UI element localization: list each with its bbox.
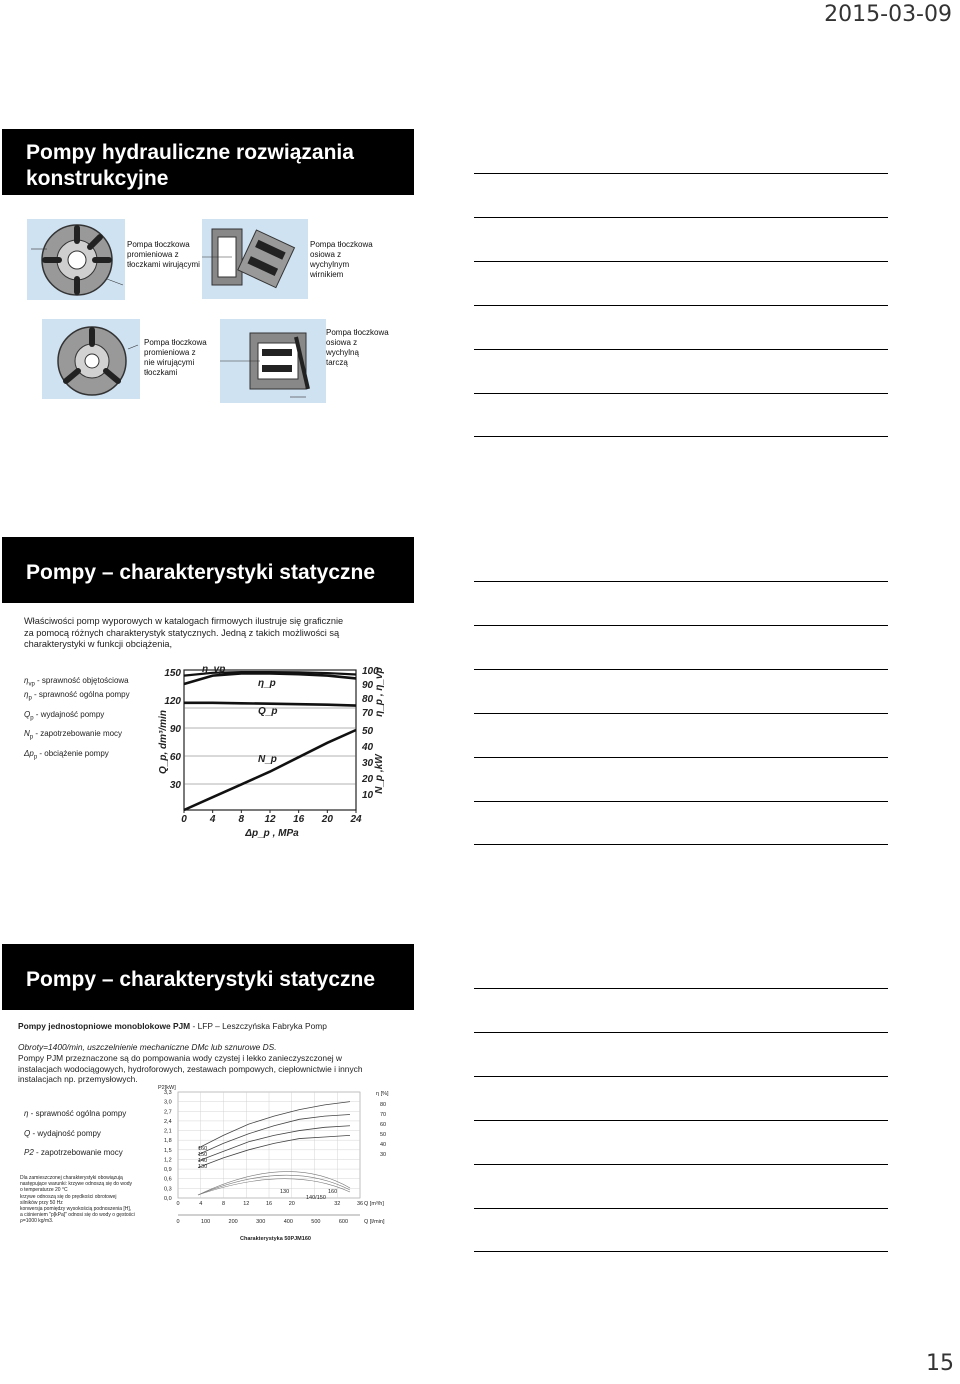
- y-right-bottom-tick-label: 40: [362, 742, 374, 753]
- x-axis-label: Δp_p , MPa: [245, 828, 299, 839]
- y-right-tick-label: 40: [380, 1142, 387, 1148]
- note-line: [474, 625, 888, 626]
- legend-delta-p: $\Delta p_p$ - obciążenie pompy: [24, 749, 109, 761]
- caption-radial-nonrotating: Pompa tłoczkowa promieniowa z nie wirującymi tłoczkami: [144, 338, 207, 377]
- x-tick-label: 4: [209, 814, 216, 825]
- load-characteristic-chart: [154, 662, 390, 840]
- y-right-bottom-tick-label: 50: [362, 726, 374, 737]
- series-label: η_vp: [202, 664, 226, 675]
- y-right-axis-label: η [%]: [376, 1091, 389, 1097]
- note-line: [474, 1076, 888, 1077]
- y-left-axis-label: Q_p, dm³/min: [158, 710, 169, 774]
- note-line: [474, 988, 888, 989]
- y-tick-label: 3,0: [164, 1099, 172, 1106]
- x-tick-label: 24: [350, 814, 362, 825]
- note-line: [474, 173, 888, 174]
- chart-caption: Charakterystyka 50PJM160: [240, 1236, 311, 1242]
- legend-p2: P2 - zapotrzebowanie mocy: [24, 1148, 123, 1157]
- series-label: N_p: [258, 754, 277, 765]
- x-tick-label: 12: [243, 1201, 250, 1207]
- y-right-tick-label: 70: [380, 1112, 387, 1118]
- x2-tick-label: 400: [283, 1219, 293, 1225]
- x-tick-label: 8: [221, 1201, 226, 1207]
- x2-tick-label: 100: [200, 1219, 211, 1225]
- y-tick-label: 2,1: [164, 1128, 172, 1135]
- slide-2-title: Pompy – charakterystyki statyczne: [26, 561, 376, 584]
- legend-q: Q - wydajność pompy: [24, 1129, 101, 1138]
- y-left-tick-label: 90: [169, 724, 181, 735]
- y-tick-label: 0,9: [164, 1167, 172, 1174]
- note-line: [474, 1251, 888, 1252]
- x-tick-label: 0: [181, 814, 187, 825]
- slide-1-title-line-2: konstrukcyjne: [26, 167, 169, 190]
- note-line: [474, 1120, 888, 1121]
- y-left-tick-label: 150: [164, 668, 181, 679]
- note-line: [474, 217, 888, 218]
- x-tick-label: 16: [293, 814, 305, 825]
- legend-eta-p: $\eta_p$ - sprawność ogólna pompy: [24, 690, 130, 702]
- y-tick-label: 0,6: [164, 1176, 172, 1183]
- note-line: [474, 305, 888, 306]
- y-tick-label: 2,4: [164, 1118, 172, 1125]
- slide-3-subtitle: Pompy jednostopniowe monoblokowe PJM - LFP – Leszczyńska Fabryka Pomp: [18, 1021, 327, 1031]
- slide-2-intro: Właściwości pomp wyporowych w katalogach firmowych ilustruje się graficznie za pomocą różnych charakterystyk statycznych. Jedną z takich możliwości są charakterystyki w funkcji obciążenia,: [24, 616, 344, 649]
- x-tick-label: 32: [334, 1201, 341, 1207]
- note-line: [474, 757, 888, 758]
- curve-label: 130: [280, 1189, 290, 1195]
- slide-2: [2, 537, 414, 845]
- x2-axis-label: Q [l/min]: [364, 1219, 385, 1225]
- caption-axial-swash-plate: Pompa tłoczkowa osiowa z wychylną tarczą: [326, 328, 389, 367]
- y-tick-label: 0,3: [164, 1186, 172, 1193]
- y-tick-label: 1,8: [164, 1138, 172, 1145]
- curve-label: 160: [328, 1189, 338, 1195]
- x-tick-label: 16: [265, 1201, 273, 1207]
- series-label: Q_p: [258, 706, 278, 717]
- legend-q-p: $Q_p$ - wydajność pompy: [24, 710, 105, 722]
- x-tick-label: 0: [176, 1201, 180, 1207]
- y-right-bottom-axis-label: N_p ,kW: [374, 754, 385, 794]
- slide-3-title-banner: [2, 944, 414, 1010]
- x2-tick-label: 500: [311, 1219, 321, 1225]
- slide-3-note: Dla zamieszczonej charakterystyki obowiązują następujące warunki: krzywe odnoszą się do wody o temperaturze 20 °C krzywe odnoszą się do prędkości obrotowej silników przy 50 Hz konwersja pomiędzy wysokością podnoszenia [H], a ciśnieniem "p[kPa]" odnosi się do wody o gęstości ρ=1000 kg/m3.: [20, 1175, 135, 1225]
- note-line: [474, 844, 888, 845]
- series-label: η_p: [258, 678, 276, 689]
- slide-1-title-banner: [2, 129, 414, 195]
- y-right-top-tick-label: 80: [362, 694, 374, 705]
- y-tick-label: 1,5: [164, 1147, 172, 1154]
- slide-2-title-banner: [2, 537, 414, 603]
- axial-pump-swash-plate-image: [220, 319, 326, 403]
- y-right-top-tick-label: 90: [362, 680, 374, 691]
- note-line: [474, 669, 888, 670]
- y-right-bottom-tick-label: 10: [362, 790, 374, 801]
- note-line: [474, 349, 888, 350]
- slide-1-title-line-1: Pompy hydrauliczne rozwiązania: [26, 141, 354, 164]
- curve-label: 150: [198, 1151, 208, 1158]
- x2-tick-label: 600: [338, 1219, 349, 1225]
- y-right-tick-label: 60: [380, 1122, 387, 1128]
- y-right-top-axis-label: η_p , η_vp: [374, 667, 385, 717]
- y-right-top-tick-label: 70: [362, 708, 374, 719]
- x2-tick-label: 0: [176, 1219, 180, 1225]
- x-tick-label: 12: [264, 814, 276, 825]
- note-line: [474, 261, 888, 262]
- plot-frame: [184, 670, 356, 810]
- note-line: [474, 1164, 888, 1165]
- legend-n-p: $N_p$ - zapotrzebowanie mocy: [24, 729, 123, 741]
- curve-label: 140/150: [306, 1195, 326, 1201]
- pjm-characteristic-chart: [150, 1082, 398, 1232]
- note-line: [474, 713, 888, 714]
- curve-label: 130: [198, 1163, 208, 1170]
- slide-3-title: Pompy – charakterystyki statyczne: [26, 968, 376, 991]
- radial-pump-rotating-image: [27, 219, 125, 300]
- note-line: [474, 1208, 888, 1209]
- slide-3-body: Pompy PJM przeznaczone są do pompowania wody czystej i lekko zanieczyszczonej w instalacjach wodociągowych, hydroforowych, zestawach pompowych, ciepłownictwie i innych instalacjach np. przemysłowych.: [18, 1053, 363, 1085]
- y-left-tick-label: 120: [164, 696, 181, 707]
- note-line: [474, 581, 888, 582]
- x-axis-label: Q [m³/h]: [364, 1201, 384, 1207]
- series-line-4: [184, 730, 356, 810]
- legend-eta-vp: $\eta_{vp}$ - sprawność objętościowa: [24, 676, 129, 688]
- curve-label: 140: [198, 1157, 208, 1164]
- y-tick-label: 2,7: [164, 1109, 172, 1116]
- y-tick-label: 1,2: [164, 1157, 172, 1164]
- x2-tick-label: 200: [228, 1219, 238, 1225]
- y-left-tick-label: 30: [169, 780, 181, 791]
- caption-axial-tilting-rotor: Pompa tłoczkowa osiowa z wychylnym wirnikiem: [310, 240, 373, 279]
- note-line: [474, 1032, 888, 1033]
- y-right-bottom-tick-label: 30: [362, 758, 374, 769]
- y-right-tick-label: 30: [380, 1152, 387, 1158]
- x-tick-label: 36: [356, 1201, 364, 1207]
- slide-3-italic-line: Obroty=1400/min, uszczelnienie mechaniczne DMc lub sznurowe DS.: [18, 1042, 277, 1052]
- x-tick-label: 8: [238, 814, 245, 825]
- radial-pump-nonrotating-image: [42, 319, 140, 399]
- power-curve-160: [198, 1102, 350, 1149]
- x-tick-label: 20: [288, 1201, 295, 1207]
- note-line: [474, 801, 888, 802]
- slide-3: [2, 944, 414, 1252]
- note-line: [474, 436, 888, 437]
- y-tick-label: 0,0: [164, 1196, 172, 1202]
- x2-tick-label: 300: [256, 1219, 266, 1225]
- x-tick-label: 20: [321, 814, 333, 825]
- y-axis-label: P2[kW]: [158, 1085, 176, 1091]
- note-line: [474, 393, 888, 394]
- y-right-tick-label: 50: [380, 1132, 387, 1138]
- y-tick-label: 3,3: [164, 1090, 172, 1096]
- page-number: 15: [926, 1351, 954, 1376]
- slide-1: [2, 129, 414, 437]
- y-right-bottom-tick-label: 20: [362, 774, 374, 785]
- caption-radial-rotating: Pompa tłoczkowa promieniowa z tłoczkami wirującymi: [127, 240, 200, 269]
- y-left-tick-label: 60: [169, 752, 181, 763]
- power-curve-150: [198, 1114, 350, 1154]
- page-date: 2015-03-09: [824, 2, 952, 27]
- axial-pump-tilting-rotor-image: [202, 219, 308, 299]
- legend-eta: η - sprawność ogólna pompy: [24, 1109, 127, 1118]
- y-right-tick-label: 80: [380, 1102, 387, 1108]
- curve-label: 160: [198, 1145, 208, 1152]
- y-right-top-tick-label: 100: [362, 666, 379, 677]
- x-tick-label: 4: [199, 1201, 203, 1207]
